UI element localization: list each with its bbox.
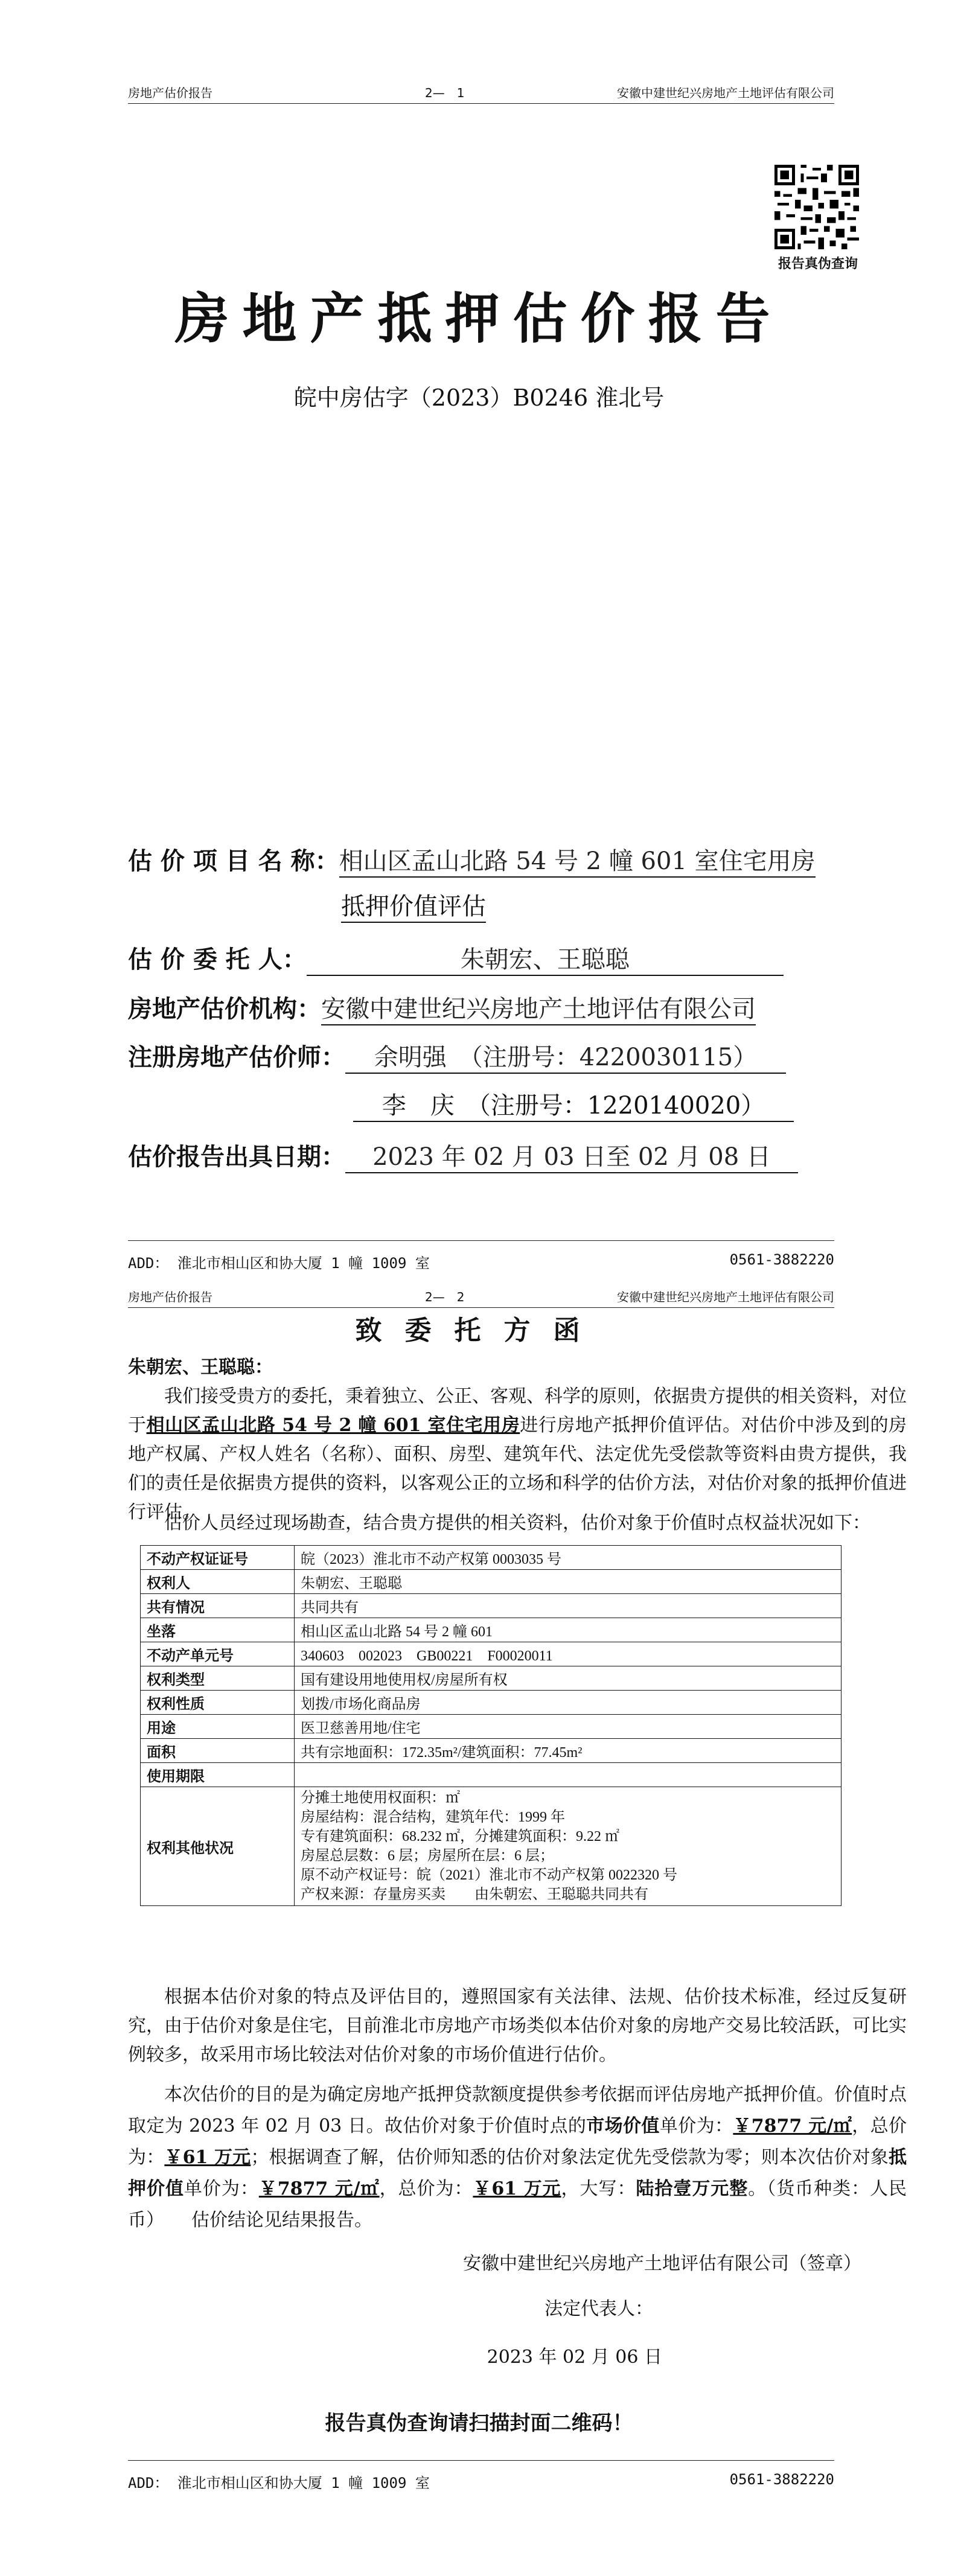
table-value <box>295 1787 841 1906</box>
date-row <box>128 1138 798 1173</box>
signature-company: 安徽中建世纪兴房地产土地评估有限公司（签章） <box>463 2253 861 2274</box>
table-row <box>141 1763 841 1787</box>
page-footer <box>128 1240 834 1272</box>
header-left: 房地产估价报告 <box>128 86 212 100</box>
agency-value: 安徽中建世纪兴房地产土地评估有限公司 <box>321 990 756 1025</box>
other-status-line: 分摊土地使用权面积：㎡ <box>301 1790 460 1806</box>
appraiser-1: 余明强 （注册号：4220030115） <box>345 1038 786 1074</box>
table-row <box>141 1715 841 1739</box>
mortgage-value-label: 抵押价值 <box>128 2147 907 2199</box>
p4-text: ，总价为： <box>379 2178 473 2199</box>
table-key: 不动产权证证号 <box>141 1546 295 1570</box>
table-key: 用途 <box>141 1715 295 1739</box>
table-value: 国有建设用地使用权/房屋所有权 <box>295 1666 841 1691</box>
footer-address: ADD： 淮北市相山区和协大厦 1 幢 1009 室 <box>128 2475 430 2492</box>
table-row <box>141 1594 841 1618</box>
header-company: 安徽中建世纪兴房地产土地评估有限公司 <box>617 86 834 100</box>
mortgage-total-price: ￥61 万元 <box>473 2178 561 2199</box>
table-row <box>141 1666 841 1691</box>
cover-title: 房地产抵押估价报告 <box>174 287 784 351</box>
project-value-continued: 抵押价值评估 <box>341 887 486 923</box>
table-value: 医卫慈善用地/住宅 <box>295 1715 841 1739</box>
table-value <box>295 1763 841 1787</box>
client-row <box>128 940 784 976</box>
project-row <box>128 842 816 878</box>
table-value: 相山区孟山北路 54 号 2 幢 601 <box>295 1618 841 1642</box>
table-value: 共同共有 <box>295 1594 841 1618</box>
appraiser-row <box>128 1038 786 1074</box>
footer-rule <box>128 2460 834 2461</box>
paragraph-1 <box>128 1382 907 1527</box>
appraiser-2: 李 庆 （注册号：1220140020） <box>353 1086 794 1122</box>
signature-date: 2023 年 02 月 06 日 <box>487 2347 662 2368</box>
amount-in-words: 陆拾壹万元整 <box>636 2178 749 2199</box>
date-label: 估价报告出具日期： <box>128 1143 345 1171</box>
date-value: 2023 年 02 月 03 日至 02 月 08 日 <box>345 1138 798 1173</box>
table-row <box>141 1618 841 1642</box>
project-value: 相山区孟山北路 54 号 2 幢 601 室住宅用房 <box>339 842 816 878</box>
p4-text: ，大写： <box>561 2178 636 2199</box>
table-key: 共有情况 <box>141 1594 295 1618</box>
other-status-line: 房屋结构：混合结构，建筑年代：1999 年 <box>301 1809 565 1825</box>
market-unit-price: ￥7877 元/㎡ <box>733 2115 852 2137</box>
letter-title: 致委托方函 <box>355 1315 603 1346</box>
p1-text-cont: 进行房地产抵押价值评估。对估价中涉及到的房地产权属、产权人姓名（名称）、面积、房型、建筑年代、法定优先受偿款等资料由贵方提供，我们的责任是依据贵方提供的资料，以客观公正的立场和科学的估价方法，对估价对象的抵押价值进行评估。 <box>128 1415 907 1523</box>
header-page-number: 2— 1 <box>425 86 465 100</box>
qr-caption: 报告真伪查询 <box>778 257 858 272</box>
agency-row <box>128 990 756 1025</box>
table-key: 使用期限 <box>141 1763 295 1787</box>
p1-text: 我们接受贵方的委托，秉着独立、公正、客观、科学的原则，依据贵方提供的相关资料，对位于 <box>128 1386 907 1436</box>
footer-rule <box>128 1240 834 1241</box>
table-key: 面积 <box>141 1739 295 1763</box>
agency-label: 房地产估价机构： <box>128 995 321 1023</box>
qr-code-icon[interactable] <box>774 165 859 249</box>
table-row <box>141 1546 841 1570</box>
property-address: 相山区孟山北路 54 号 2 幢 601 室住宅用房 <box>146 1415 520 1436</box>
page-footer <box>128 2460 834 2492</box>
table-row <box>141 1787 841 1906</box>
table-key: 不动产单元号 <box>141 1642 295 1666</box>
table-value: 皖（2023）淮北市不动产权第 0003035 号 <box>295 1546 841 1570</box>
page-header <box>128 80 834 104</box>
paragraph-3: 根据本估价对象的特点及评估目的，遵照国家有关法律、法规、估价技术标准，经过反复研究，由于估价对象是住宅，目前淮北市房地产市场类似本估价对象的房地产交易比较活跃，可比实例较多，故采用市场比较法对估价对象的市场价值进行估价。 <box>128 1986 907 2065</box>
p4-text: 单价为： <box>659 2115 733 2137</box>
other-status-line: 专有建筑面积：68.232 ㎡，分摊建筑面积：9.22 ㎡ <box>301 1829 619 1844</box>
header-left: 房地产估价报告 <box>128 1290 212 1304</box>
header-rule <box>128 1307 834 1308</box>
market-value-label: 市场价值 <box>586 2115 660 2137</box>
table-value: 340603 002023 GB00221 F00020011 <box>295 1642 841 1666</box>
mortgage-unit-price: ￥7877 元/㎡ <box>258 2178 380 2199</box>
table-key: 坐落 <box>141 1618 295 1642</box>
p4-text: ，总价为： <box>128 2115 907 2168</box>
table-key: 权利性质 <box>141 1691 295 1715</box>
table-key: 权利其他状况 <box>141 1787 295 1906</box>
table-row <box>141 1570 841 1594</box>
project-label: 估 价 项 目 名 称： <box>128 847 339 875</box>
header-page-number: 2— 2 <box>425 1290 465 1304</box>
table-key: 权利人 <box>141 1570 295 1594</box>
report-number: 皖中房估字（2023）B0246 淮北号 <box>293 384 665 411</box>
other-status-line: 产权来源：存量房买卖 由朱朝宏、王聪聪共同共有 <box>301 1887 648 1902</box>
p4-text: ；根据调查了解，估价师知悉的估价对象法定优先受偿款为零；则本次估价对象 <box>251 2147 889 2168</box>
table-value: 共有宗地面积：172.35m²/建筑面积：77.45m² <box>295 1739 841 1763</box>
other-status-line: 原不动产权证号：皖（2021）淮北市不动产权第 0022320 号 <box>301 1867 677 1883</box>
page-header <box>128 1284 834 1308</box>
table-row <box>141 1642 841 1666</box>
table-key: 权利类型 <box>141 1666 295 1691</box>
p4-text: 单价为： <box>184 2178 259 2199</box>
header-company: 安徽中建世纪兴房地产土地评估有限公司 <box>617 1290 834 1304</box>
table-value: 朱朝宏、王聪聪 <box>295 1570 841 1594</box>
rights-table <box>140 1545 841 1906</box>
header-rule <box>128 103 834 104</box>
footer-phone: 0561-3882220 <box>729 1251 834 1268</box>
appraiser-label: 注册房地产估价师： <box>128 1043 345 1071</box>
paragraph-2: 估价人员经过现场勘查，结合贵方提供的相关资料，估价对象于价值时点权益状况如下： <box>164 1513 870 1534</box>
p4-text: 。（货币种类：人民币） 估价结论见结果报告。 <box>128 2178 907 2231</box>
p4-text: 本次估价的目的是为确定房地产抵押贷款额度提供参考依据而评估房地产抵押价值。价值时点取定为 2023 年 02 月 03 日。故估价对象于价值时点的 <box>128 2084 907 2137</box>
paragraph-4 <box>128 2079 907 2236</box>
market-total-price: ￥61 万元 <box>164 2147 251 2168</box>
salutation: 朱朝宏、王聪聪： <box>128 1357 273 1378</box>
client-label: 估 价 委 托 人： <box>128 945 307 974</box>
table-row <box>141 1739 841 1763</box>
client-value: 朱朝宏、王聪聪 <box>307 940 784 976</box>
table-row <box>141 1691 841 1715</box>
signature-representative: 法定代表人： <box>544 2298 653 2319</box>
table-value: 划拨/市场化商品房 <box>295 1691 841 1715</box>
other-status-line: 房屋总层数：6 层；房屋所在层：6 层； <box>301 1848 554 1864</box>
footer-phone: 0561-3882220 <box>729 2471 834 2488</box>
footer-address: ADD： 淮北市相山区和协大厦 1 幢 1009 室 <box>128 1255 430 1272</box>
verify-notice: 报告真伪查询请扫描封面二维码！ <box>325 2411 633 2435</box>
